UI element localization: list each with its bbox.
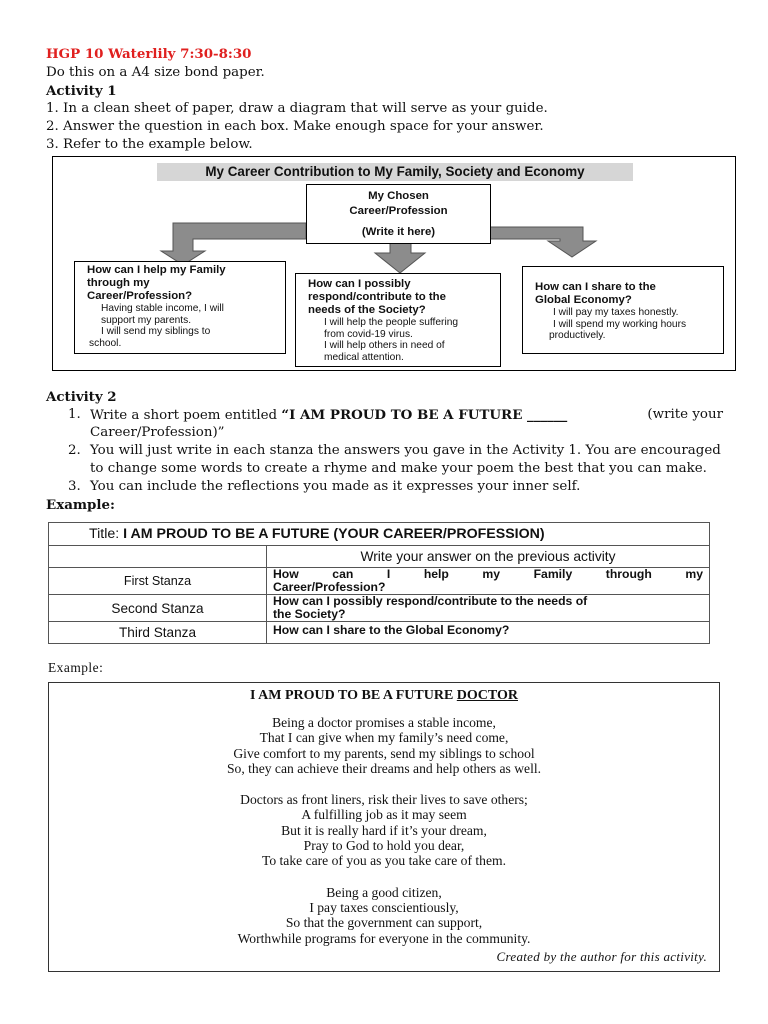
economy-answer-3: productively. — [549, 330, 606, 341]
activity1-step-2: 2. Answer the question in each box. Make enough space for your answer. — [46, 119, 544, 134]
activity1-step-3: 3. Refer to the example below. — [46, 137, 253, 152]
poem-line: So that the government can support, — [285, 915, 483, 931]
row-second-line-2: the Society? — [273, 607, 346, 621]
society-answer-2: from covid-19 virus. — [324, 328, 413, 340]
society-box — [295, 273, 501, 367]
economy-answer-1: I will pay my taxes honestly. — [553, 307, 679, 318]
family-answer-4: school. — [89, 337, 122, 349]
activity2-heading: Activity 2 — [46, 389, 117, 405]
example-label: Example: — [46, 497, 115, 513]
poem-line: Being a good citizen, — [326, 884, 442, 900]
poem-line: That I can give when my family’s need come, — [259, 730, 509, 746]
poem-line: I pay taxes conscientiously, — [309, 899, 459, 915]
activity2-item-2 — [68, 442, 723, 460]
poem-line: So, they can achieve their dreams and help others as well. — [226, 760, 542, 776]
center-line-3: (Write it here) — [361, 226, 436, 238]
item1-line-2: Career/Profession)” — [90, 425, 225, 440]
society-question-1: How can I possibly — [308, 278, 411, 290]
poem-stanza-3 — [49, 885, 719, 946]
activity2-item-3 — [68, 478, 723, 496]
poem-title-prefix: I AM PROUD TO BE A FUTURE — [250, 688, 457, 703]
table-header-empty — [49, 546, 267, 568]
poem-line: But it is really hard if it’s your dream, — [281, 822, 487, 838]
career-diagram — [52, 156, 736, 371]
poem-title-word: DOCTOR — [456, 688, 518, 703]
activity1-heading: Activity 1 — [46, 83, 117, 99]
item-number: 1. — [68, 407, 81, 422]
economy-answer-2: I will spend my working hours — [553, 318, 687, 330]
activity1-step-1: 1. In a clean sheet of paper, draw a diagram that will serve as your guide. — [46, 101, 548, 116]
diagram-title: My Career Contribution to My Family, Society and Economy — [157, 163, 633, 181]
family-answer-2: support my parents. — [101, 314, 192, 326]
poem-line: Worthwhile programs for everyone in the community. — [237, 930, 531, 946]
poem-line: A fulfilling job as it may seem — [301, 807, 467, 823]
poem-line: Being a doctor promises a stable income, — [272, 715, 496, 730]
table-title — [49, 523, 710, 546]
item2-line-1: You will just write in each stanza the answers you gave in the Activity 1. You are encouraged — [90, 443, 721, 458]
item1-bold: “I AM PROUD TO BE A FUTURE ______ — [281, 407, 568, 423]
item1-post: (write your — [647, 407, 723, 422]
row-second-line-1: How can I possibly respond/contribute to the needs of — [273, 594, 588, 608]
table-header: Write your answer on the previous activity — [267, 546, 710, 568]
arrow-left-family — [161, 223, 306, 265]
center-line-2: Career/Profession — [349, 205, 448, 217]
family-question-2: through my — [87, 277, 150, 289]
item1-text — [90, 406, 567, 425]
activity2-item-1 — [68, 406, 723, 424]
poem-stanza-2 — [49, 792, 719, 868]
item3-text: You can include the reflections you made as it expresses your inner self. — [90, 479, 581, 494]
row-first-line-1: How can I help my Family through my — [273, 567, 703, 581]
society-question-3: needs of the Society? — [308, 304, 426, 316]
item-number: 2. — [68, 443, 81, 458]
row-text-third: How can I share to the Global Economy? — [267, 622, 710, 644]
poem-line: Doctors as front liners, risk their lives to save others; — [240, 792, 528, 808]
poem-line: To take care of you as you take care of them. — [261, 853, 506, 869]
activity2-list — [68, 406, 723, 496]
row-text-second — [267, 595, 710, 622]
document-title: HGP 10 Waterlily 7:30-8:30 — [46, 46, 252, 62]
society-answer-1: I will help the people suffering — [324, 317, 459, 328]
table-title-bold: I AM PROUD TO BE A FUTURE (YOUR CAREER/PROFESSION) — [123, 526, 545, 542]
row-label-second: Second Stanza — [49, 595, 267, 622]
arrow-right-economy — [489, 227, 596, 257]
family-answer-3: I will send my siblings to — [101, 326, 211, 337]
chosen-career-box — [306, 184, 491, 244]
poem-credit: Created by the author for this activity. — [496, 949, 707, 964]
row-label-third: Third Stanza — [49, 622, 267, 644]
instruction-text: Do this on a A4 size bond paper. — [46, 65, 265, 80]
example-table — [48, 522, 710, 644]
item2-line-2: to change some words to create a rhyme and make your poem the best that you can make. — [90, 461, 707, 476]
family-answer-1: Having stable income, I will — [101, 303, 224, 314]
row-label-first: First Stanza — [49, 568, 267, 595]
example-label-2: Example: — [48, 660, 104, 675]
economy-question-2: Global Economy? — [535, 294, 632, 306]
family-box — [74, 261, 286, 354]
family-question-3: Career/Profession? — [87, 290, 193, 302]
item1-pre: Write a short poem entitled — [90, 408, 282, 423]
society-answer-3: I will help others in need of — [324, 340, 445, 351]
table-title-prefix: Title: — [89, 526, 124, 542]
poem-title — [49, 687, 719, 704]
center-line-1: My Chosen — [368, 190, 429, 202]
item-number: 3. — [68, 479, 81, 494]
poem-line: Give comfort to my parents, send my siblings to school — [233, 745, 535, 761]
society-question-2: respond/contribute to the — [308, 291, 446, 303]
row-text-first — [267, 568, 710, 595]
poem-box — [48, 682, 720, 972]
row-first-line-2: Career/Profession? — [273, 580, 386, 594]
society-answer-4: medical attention. — [324, 351, 404, 363]
poem-line: Pray to God to hold you dear, — [303, 838, 465, 854]
economy-box — [522, 266, 724, 354]
family-question-1: How can I help my Family — [87, 264, 226, 276]
economy-question-1: How can I share to the — [535, 281, 656, 293]
poem-stanza-1 — [49, 715, 719, 776]
